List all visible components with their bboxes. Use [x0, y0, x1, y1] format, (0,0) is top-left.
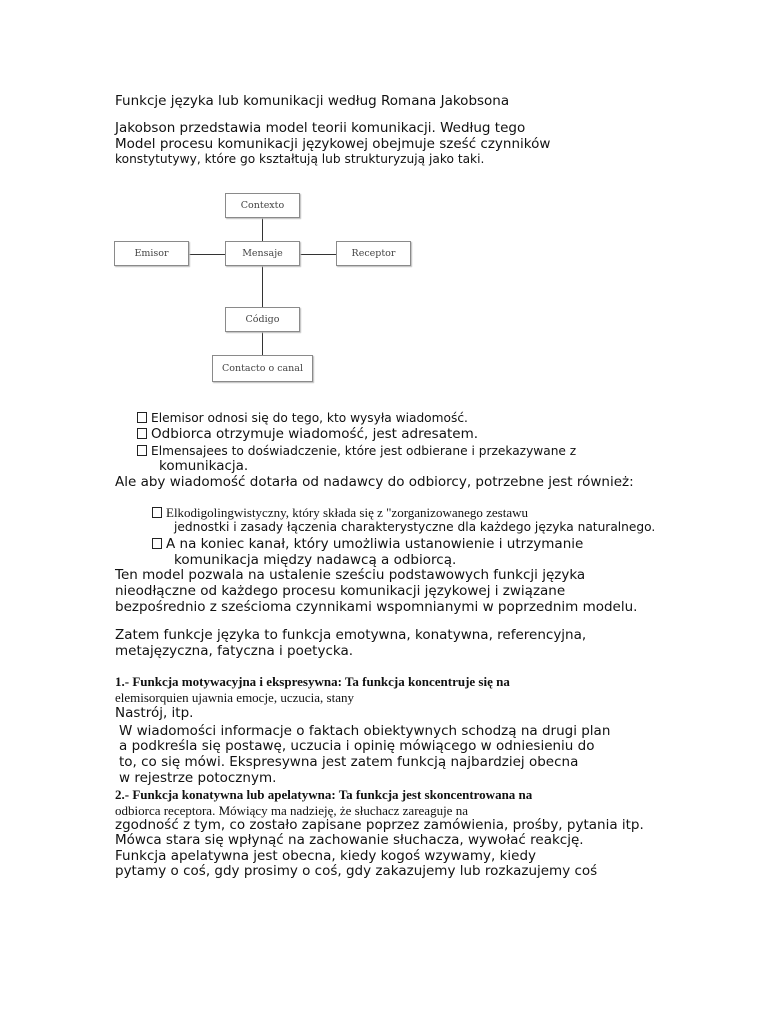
paragraph-line: w rejestrze potocznym.: [119, 770, 277, 786]
paragraph-line: to, co się mówi. Ekspresywna jest zatem funkcją najbardziej obecna: [119, 754, 579, 770]
bullet-text: Elkodigolingwistyczny, który składa się z "zorganizowanego zestawu: [166, 505, 528, 520]
intro-line: Jakobson przedstawia model teorii komunikacji. Według tego: [115, 120, 526, 136]
paragraph-line: a podkreśla się postawę, uczucia i opinię mówiącego w odniesieniu do: [119, 738, 595, 754]
bullet-text: A na koniec kanał, który umożliwia ustanowienie i utrzymanie: [166, 536, 584, 552]
bullet-item: [152, 506, 528, 519]
paragraph-line: metajęzyczna, fatyczna i poetycka.: [115, 643, 354, 659]
section-heading: 1.- Funkcja motywacyjna i ekspresywna: Ta funkcja koncentruje się na: [115, 674, 510, 689]
diagram-box-receptor: Receptor: [336, 241, 411, 266]
diagram-box-emisor: Emisor: [114, 241, 189, 266]
paragraph-line: nieodłączne od każdego procesu komunikacji językowej i związane: [115, 583, 566, 599]
document-title: Funkcje języka lub komunikacji według Romana Jakobsona: [115, 93, 510, 109]
diagram-box-mensaje: Mensaje: [225, 241, 300, 266]
bullet-text: Elemisor odnosi się do tego, kto wysyła wiadomość.: [151, 411, 468, 425]
bullet-box-icon: [137, 428, 147, 439]
paragraph-line: zgodność z tym, co zostało zapisane poprzez zamówienia, prośby, pytania itp.: [115, 817, 644, 833]
diagram-connector: [262, 218, 263, 242]
paragraph-line: Nastrój, itp.: [115, 705, 194, 721]
bullet-continuation: jednostki i zasady łączenia charakterystyczne dla każdego języka naturalnego.: [174, 520, 656, 534]
bullet-text: Elmensajees to doświadczenie, które jest odbierane i przekazywane z: [151, 444, 577, 458]
bullet-item: [152, 538, 583, 552]
bullet-continuation: komunikacja.: [159, 458, 249, 474]
paragraph-line: Mówca stara się wpłynąć na zachowanie słuchacza, wywołać reakcję.: [115, 832, 584, 848]
paragraph-line: elemisorquien ujawnia emocje, uczucia, stany: [115, 690, 354, 705]
paragraph-line: Ale aby wiadomość dotarła od nadawcy do odbiorcy, potrzebne jest również:: [115, 474, 634, 490]
intro-line: Model procesu komunikacji językowej obejmuje sześć czynników: [115, 136, 551, 152]
diagram-box-contexto: Contexto: [225, 193, 300, 218]
diagram-box-contacto: Contacto o canal: [212, 355, 313, 382]
paragraph-line: bezpośrednio z sześcioma czynnikami wspomnianymi w poprzednim modelu.: [115, 599, 638, 615]
paragraph-line: Ten model pozwala na ustalenie sześciu podstawowych funkcji języka: [115, 567, 586, 583]
intro-line: konstytutywy, które go kształtują lub strukturyzują jako taki.: [115, 152, 485, 166]
bullet-box-icon: [137, 412, 147, 423]
bullet-box-icon: [152, 538, 162, 549]
bullet-item: [137, 412, 468, 424]
paragraph-line: Funkcja apelatywna jest obecna, kiedy kogoś wzywamy, kiedy: [115, 848, 537, 864]
paragraph-line: odbiorca receptora. Mówiący ma nadzieję, że słuchacz zareaguje na: [115, 803, 468, 818]
bullet-continuation: komunikacja między nadawcą a odbiorcą.: [174, 552, 457, 568]
paragraph-line: W wiadomości informacje o faktach obiektywnych schodzą na drugi plan: [119, 723, 611, 739]
bullet-item: [137, 428, 478, 442]
paragraph-line: pytamy o coś, gdy prosimy o coś, gdy zakazujemy lub rozkazujemy coś: [115, 863, 598, 879]
diagram-box-codigo: Código: [225, 307, 300, 332]
bullet-item: [137, 445, 576, 457]
paragraph-line: Zatem funkcje języka to funkcja emotywna, konatywna, referencyjna,: [115, 627, 587, 643]
diagram-connector: [262, 265, 263, 308]
bullet-text: Odbiorca otrzymuje wiadomość, jest adresatem.: [151, 426, 479, 442]
section-heading: 2.- Funkcja konatywna lub apelatywna: Ta funkcja jest skoncentrowana na: [115, 787, 533, 802]
bullet-box-icon: [137, 445, 147, 456]
bullet-box-icon: [152, 507, 162, 518]
diagram-connector: [262, 331, 263, 357]
